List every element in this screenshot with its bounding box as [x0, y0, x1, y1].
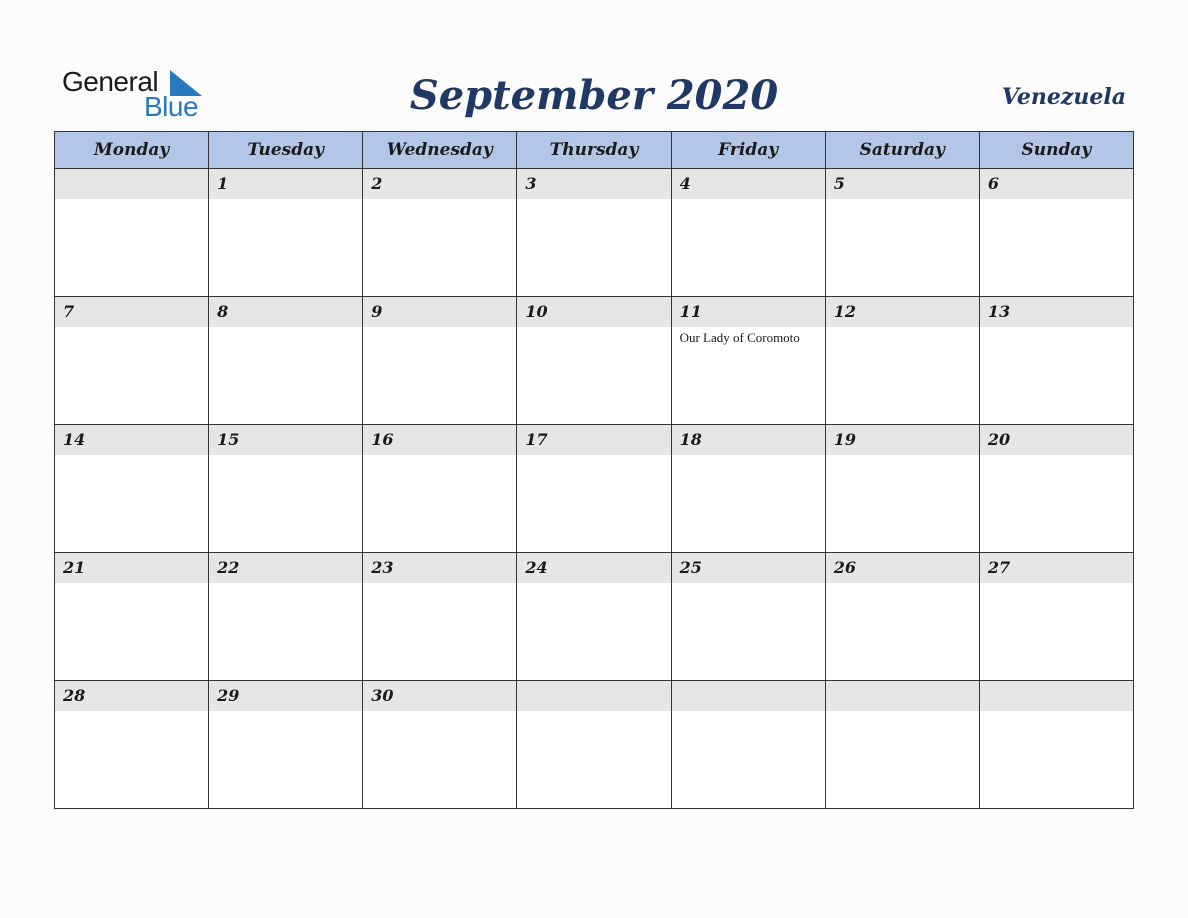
holiday-text: [363, 327, 516, 329]
day-number: [826, 681, 979, 711]
holiday-text: [672, 711, 825, 713]
day-cell: [55, 297, 209, 425]
day-cell: [979, 169, 1133, 297]
day-number: 10: [517, 297, 670, 327]
day-number: 27: [980, 553, 1133, 583]
holiday-text: Our Lady of Coromoto: [679, 330, 800, 345]
week-row: [55, 553, 1134, 681]
holiday-text: [672, 199, 825, 201]
day-cell: [209, 297, 363, 425]
day-cell: [55, 425, 209, 553]
holiday-text: [826, 711, 979, 713]
day-cell: [671, 425, 825, 553]
day-cell: [55, 681, 209, 809]
holiday-text: [209, 327, 362, 329]
holiday-text: [826, 199, 979, 201]
day-cell: [209, 169, 363, 297]
day-number: 30: [363, 681, 516, 711]
day-number: 5: [826, 169, 979, 199]
holiday-text: [980, 455, 1133, 457]
page-title: September 2020: [409, 72, 779, 119]
weekday-header-row: [55, 132, 1134, 169]
logo-word-general: General: [62, 66, 159, 97]
holiday-text: [980, 711, 1133, 713]
day-cell: [209, 553, 363, 681]
day-number: 17: [517, 425, 670, 455]
week-row: [55, 425, 1134, 553]
day-number: 29: [209, 681, 362, 711]
day-number: 13: [980, 297, 1133, 327]
day-cell: [979, 425, 1133, 553]
day-cell: [363, 297, 517, 425]
holiday-text: [826, 583, 979, 585]
day-number: 21: [55, 553, 208, 583]
logo-word-blue: Blue: [144, 91, 199, 122]
day-cell: [209, 425, 363, 553]
holiday-text: [517, 455, 670, 457]
holiday-text: [826, 327, 979, 329]
week-row: [55, 297, 1134, 425]
week-row: [55, 681, 1134, 809]
holiday-text: [363, 583, 516, 585]
holiday-text: [55, 327, 208, 329]
holiday-text: [55, 711, 208, 713]
day-number: [517, 681, 670, 711]
day-cell: [363, 681, 517, 809]
calendar-grid: [54, 131, 1134, 809]
holiday-text: [980, 199, 1133, 201]
holiday-text: [672, 583, 825, 585]
day-number: 22: [209, 553, 362, 583]
day-number: 14: [55, 425, 208, 455]
day-number: 24: [517, 553, 670, 583]
holiday-text: [980, 583, 1133, 585]
day-cell: [825, 169, 979, 297]
day-cell: [363, 425, 517, 553]
week-row: [55, 169, 1134, 297]
day-cell: [979, 553, 1133, 681]
holiday-text: [209, 199, 362, 201]
day-number: 25: [672, 553, 825, 583]
weekday-header: Saturday: [825, 132, 979, 169]
holiday-text: [517, 583, 670, 585]
holiday-text: [55, 199, 208, 201]
day-cell: [517, 297, 671, 425]
day-number: 1: [209, 169, 362, 199]
day-cell: [209, 681, 363, 809]
day-cell: [979, 297, 1133, 425]
day-number: [672, 681, 825, 711]
weekday-header: Sunday: [979, 132, 1133, 169]
holiday-text: [363, 711, 516, 713]
day-number: 12: [826, 297, 979, 327]
day-number: 15: [209, 425, 362, 455]
day-cell: [55, 553, 209, 681]
day-number: 8: [209, 297, 362, 327]
holiday-text: [55, 583, 208, 585]
day-cell: [825, 425, 979, 553]
holiday-text: [517, 199, 670, 201]
holiday-text: [209, 583, 362, 585]
holiday-text: [209, 711, 362, 713]
day-number: 9: [363, 297, 516, 327]
weekday-header: Thursday: [517, 132, 671, 169]
day-number: 28: [55, 681, 208, 711]
day-cell: [825, 681, 979, 809]
holiday-text: [826, 455, 979, 457]
day-number: [55, 169, 208, 199]
day-cell: [363, 169, 517, 297]
day-cell: [517, 169, 671, 297]
day-number: 11: [672, 297, 825, 327]
day-number: 26: [826, 553, 979, 583]
weekday-header: Tuesday: [209, 132, 363, 169]
day-number: 2: [363, 169, 516, 199]
day-cell: [55, 169, 209, 297]
day-number: 3: [517, 169, 670, 199]
holiday-text: [363, 199, 516, 201]
day-cell: [825, 297, 979, 425]
day-cell: [363, 553, 517, 681]
day-cell: [671, 553, 825, 681]
day-number: 4: [672, 169, 825, 199]
holiday-text: [363, 455, 516, 457]
weekday-header: Monday: [55, 132, 209, 169]
holiday-text: [55, 455, 208, 457]
holiday-text: [980, 327, 1133, 329]
holiday-text: [672, 455, 825, 457]
weekday-header: Wednesday: [363, 132, 517, 169]
day-cell: [671, 681, 825, 809]
day-number: 19: [826, 425, 979, 455]
weekday-header: Friday: [671, 132, 825, 169]
country-label: Venezuela: [1001, 84, 1126, 110]
day-number: 18: [672, 425, 825, 455]
day-cell: [979, 681, 1133, 809]
day-cell: [671, 169, 825, 297]
day-number: 16: [363, 425, 516, 455]
day-cell: [825, 553, 979, 681]
day-cell: [517, 553, 671, 681]
day-number: [980, 681, 1133, 711]
day-number: 23: [363, 553, 516, 583]
day-cell: [671, 297, 825, 425]
day-number: 20: [980, 425, 1133, 455]
holiday-text: [517, 711, 670, 713]
holiday-text: [517, 327, 670, 329]
holiday-text: [209, 455, 362, 457]
day-cell: [517, 681, 671, 809]
day-number: 6: [980, 169, 1133, 199]
day-number: 7: [55, 297, 208, 327]
day-cell: [517, 425, 671, 553]
